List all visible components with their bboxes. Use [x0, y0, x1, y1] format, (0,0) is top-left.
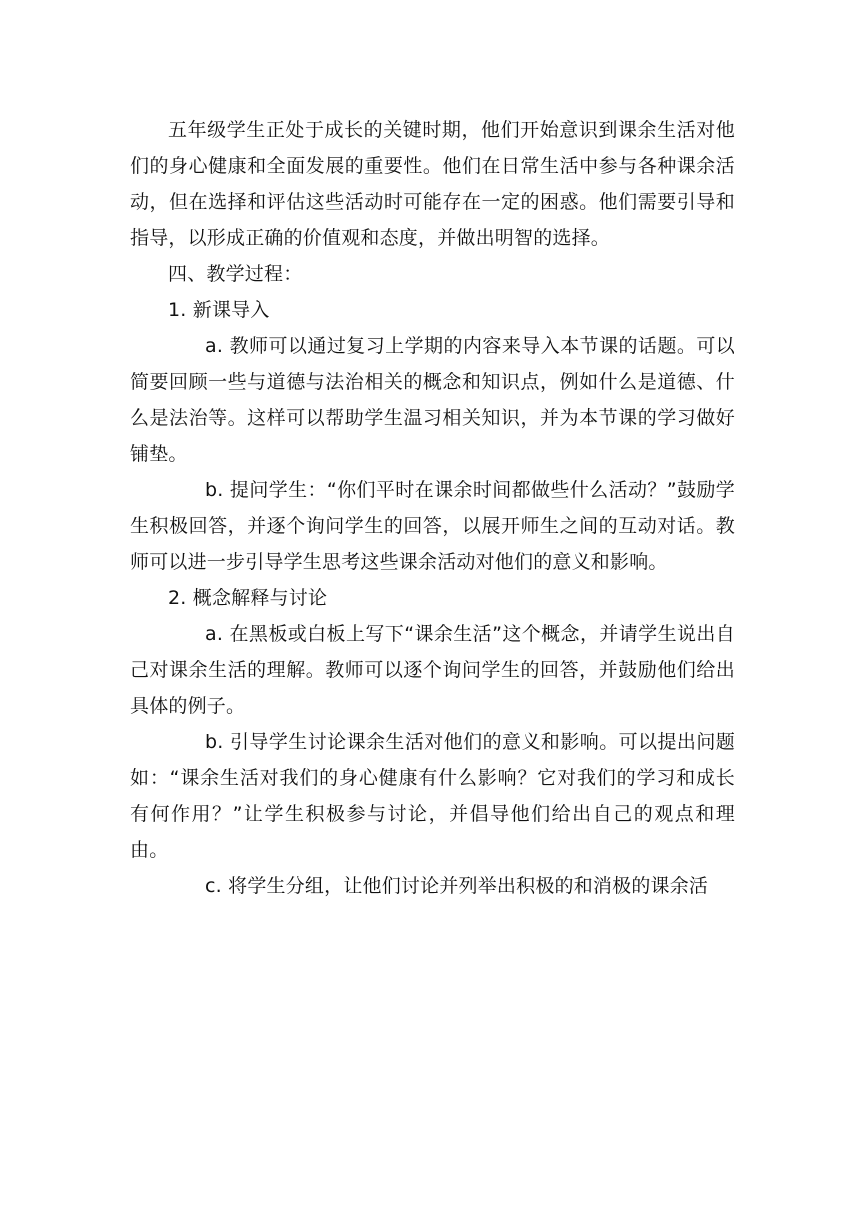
step-heading-concept-discussion: 2. 概念解释与讨论 [168, 587, 328, 609]
paragraph-step-1a: a. 教师可以通过复习上学期的内容来导入本节课的话题。可以简要回顾一些与道德与法治相关的概念和知识点，例如什么是道德、什么是法治等。这样可以帮助学生温习相关知识，并为本节课的学习做好铺垫。 [130, 335, 735, 465]
paragraph-step-2a: a. 在黑板或白板上写下“课余生活”这个概念，并请学生说出自己对课余生活的理解。教师可以逐个询问学生的回答，并鼓励他们给出具体的例子。 [130, 623, 735, 717]
paragraph-step-1b: b. 提问学生：“你们平时在课余时间都做些什么活动？”鼓励学生积极回答，并逐个询问学生的回答，以展开师生之间的互动对话。教师可以进一步引导学生思考这些课余活动对他们的意义和影响。 [130, 479, 735, 573]
paragraph-step-2b: b. 引导学生讨论课余生活对他们的意义和影响。可以提出问题如：“课余生活对我们的身心健康有什么影响？它对我们的学习和成长有何作用？”让学生积极参与讨论，并倡导他们给出自己的观点和理由。 [130, 731, 735, 861]
section-heading-teaching-process: 四、教学过程： [168, 263, 303, 285]
paragraph-intro: 五年级学生正处于成长的关键时期，他们开始意识到课余生活对他们的身心健康和全面发展的重要性。他们在日常生活中参与各种课余活动，但在选择和评估这些活动时可能存在一定的困惑。他们需要引导和指导，以形成正确的价值观和态度，并做出明智的选择。 [130, 119, 735, 249]
document-body [130, 112, 735, 904]
paragraph-step-2c: c. 将学生分组，让他们讨论并列举出积极的和消极的课余活 [205, 875, 709, 897]
step-heading-new-lesson-intro: 1. 新课导入 [168, 299, 270, 321]
